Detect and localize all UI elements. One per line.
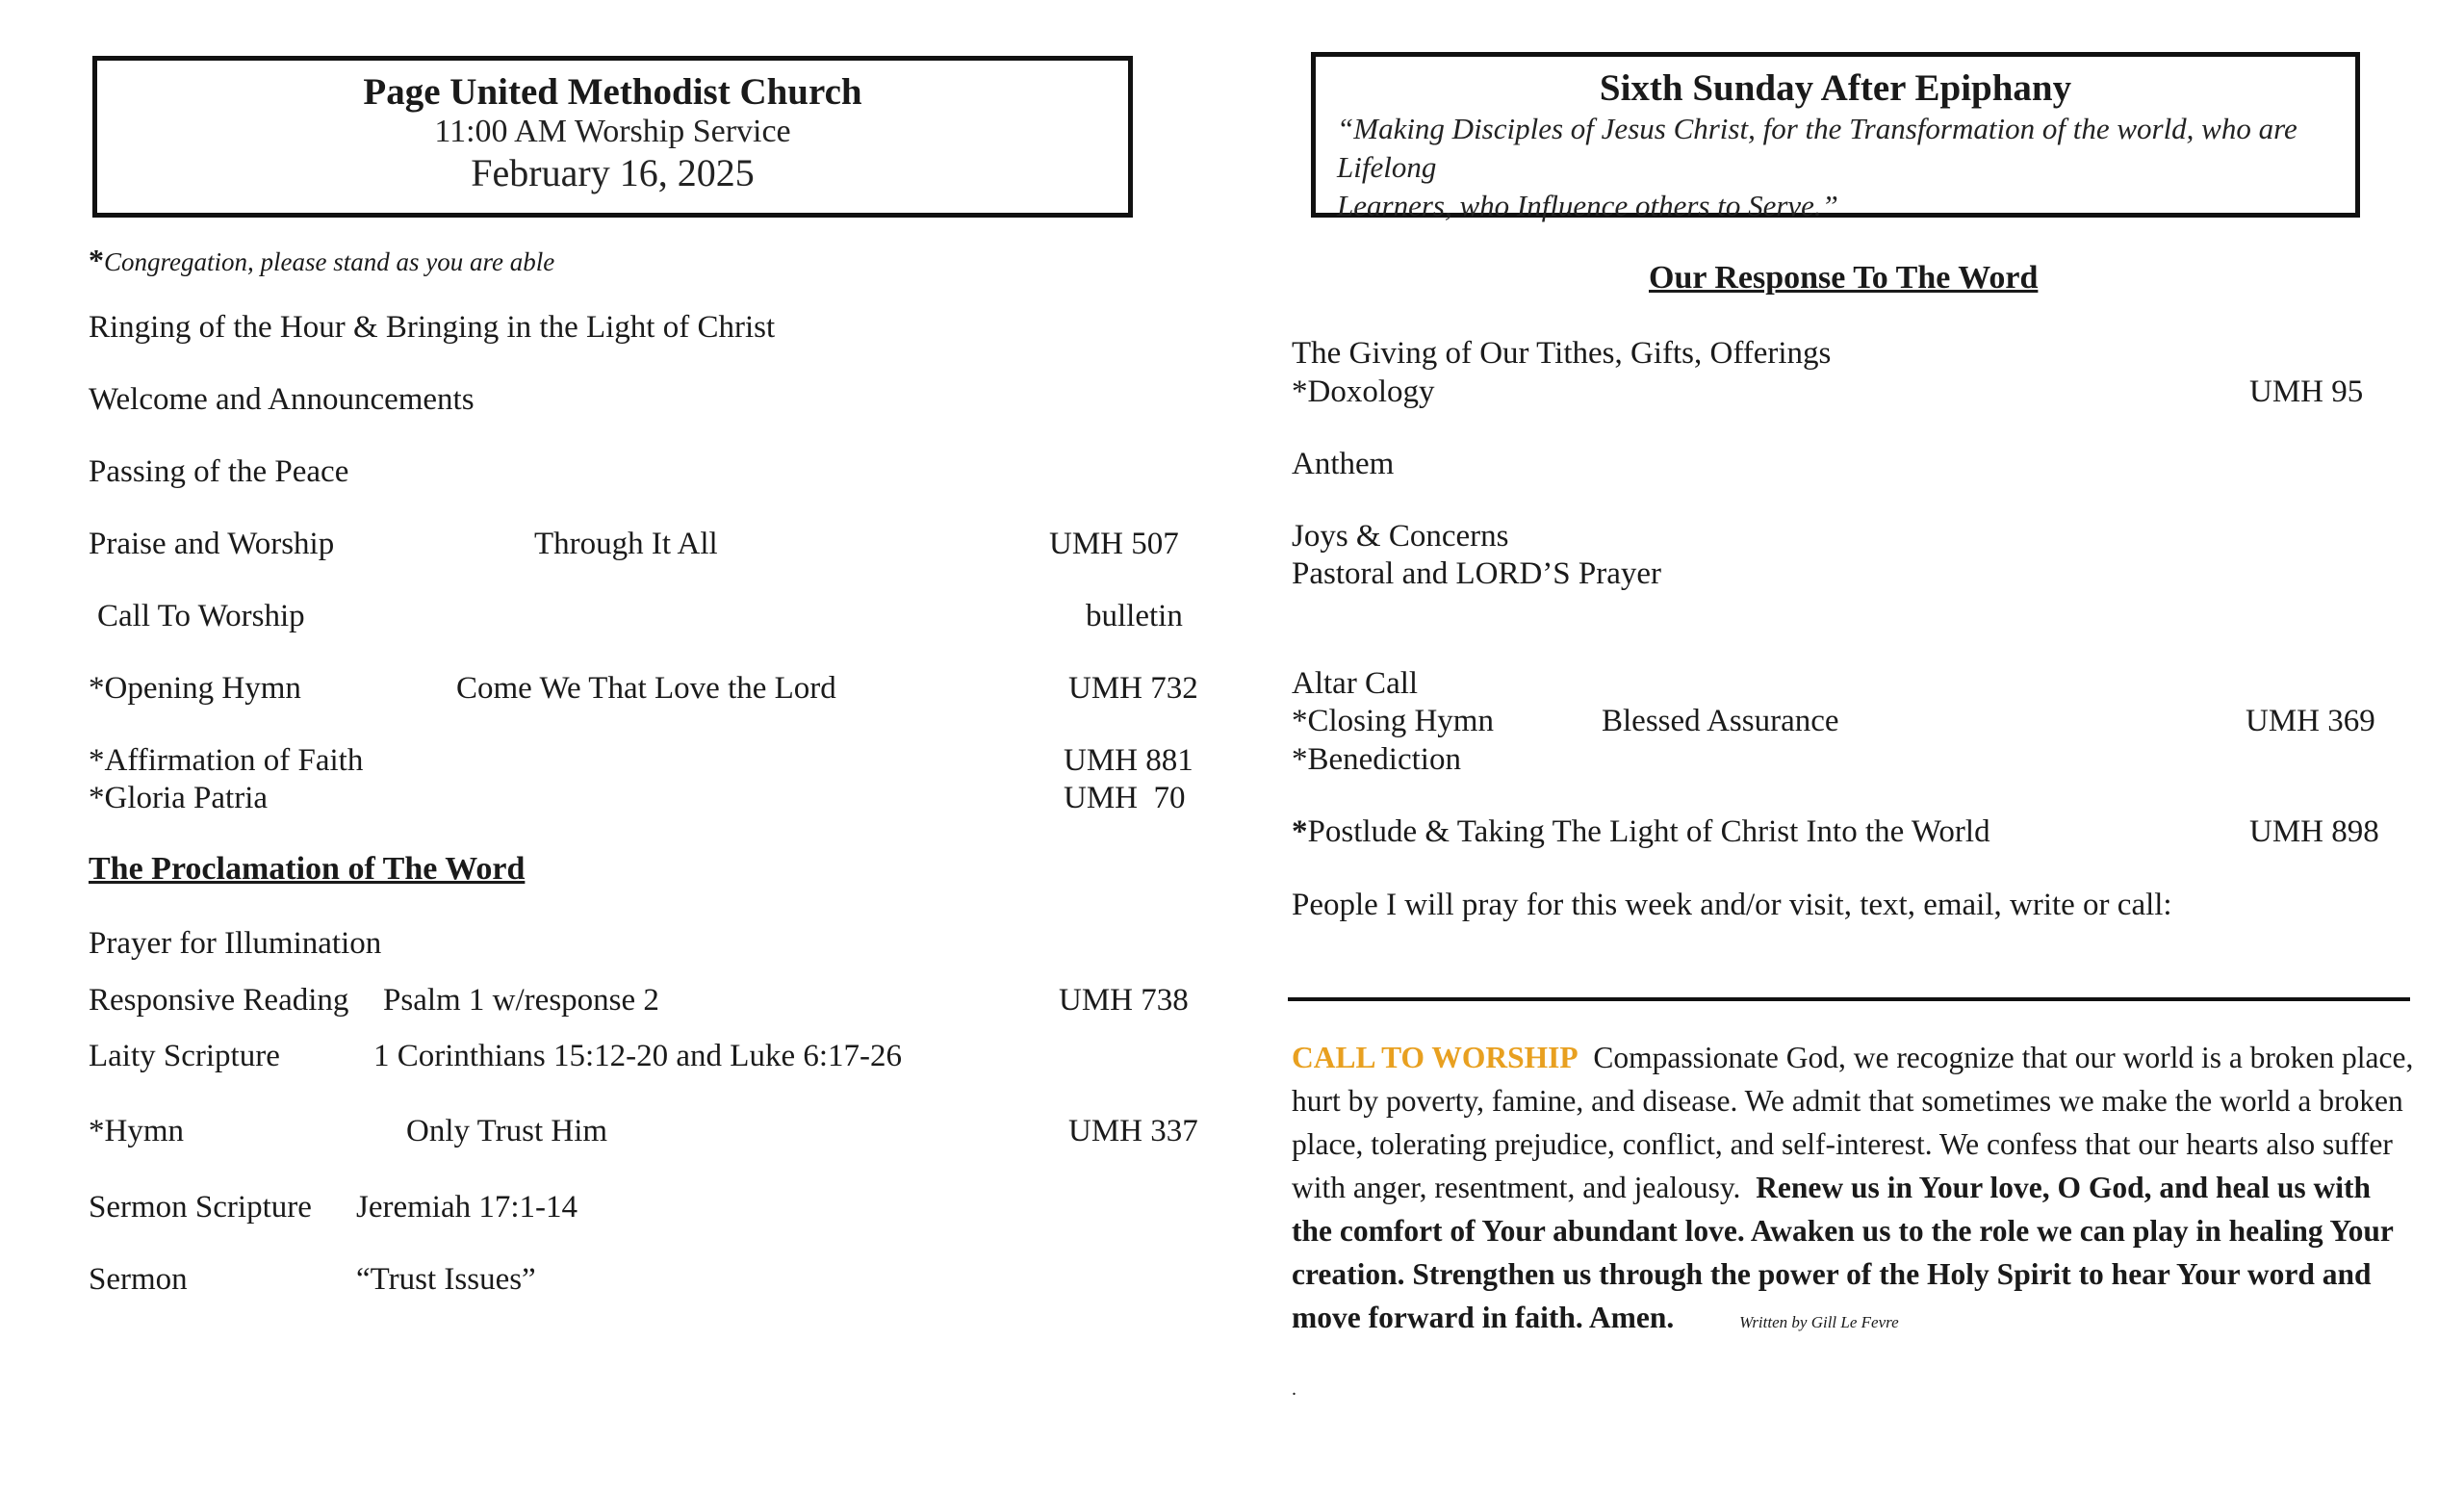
affirmation-ref: UMH 881 — [1064, 743, 1194, 778]
praise-title: Through It All — [534, 527, 718, 561]
congregation-note-text: Congregation, please stand as you are able — [104, 247, 555, 276]
postlude-ref: UMH 898 — [2249, 814, 2379, 849]
pastoral-item: Pastoral and LORD’S Prayer — [1292, 556, 1662, 591]
mission-statement — [1316, 110, 2355, 225]
postlude-item — [1292, 814, 1990, 850]
hymn-ref: UMH 337 — [1068, 1114, 1198, 1148]
sermon-title: “Trust Issues” — [356, 1262, 536, 1297]
responsive-ref: UMH 738 — [1059, 983, 1189, 1018]
peace-item: Passing of the Peace — [89, 454, 349, 489]
giving-item: The Giving of Our Tithes, Gifts, Offerings — [1292, 336, 1832, 371]
mission-line-2: Learners, who Influence others to Serve.” — [1337, 189, 1838, 222]
closing-label: *Closing Hymn — [1292, 704, 1494, 738]
star-marker: * — [1292, 814, 1308, 849]
anthem-item: Anthem — [1292, 447, 1395, 481]
closing-title: Blessed Assurance — [1602, 704, 1839, 738]
laity-title: 1 Corinthians 15:12-20 and Luke 6:17-26 — [373, 1039, 903, 1073]
people-pray-item: People I will pray for this week and/or visit, text, email, write or call: — [1292, 888, 2172, 922]
service-date: February 16, 2025 — [471, 151, 755, 194]
congregation-note — [89, 243, 554, 278]
proclamation-heading: The Proclamation of The Word — [89, 851, 526, 887]
opening-hymn-label: *Opening Hymn — [89, 671, 301, 706]
divider — [1288, 997, 2410, 1001]
praise-ref: UMH 507 — [1049, 527, 1179, 561]
hymn-title: Only Trust Him — [406, 1114, 608, 1148]
affirmation-label: *Affirmation of Faith — [89, 743, 364, 778]
star-marker: * — [89, 243, 104, 277]
doxology-label: *Doxology — [1292, 374, 1435, 409]
gloria-label: *Gloria Patria — [89, 781, 269, 815]
hymn-label: *Hymn — [89, 1114, 184, 1148]
trailing-dot: . — [1292, 1379, 1296, 1400]
sermon-scripture-title: Jeremiah 17:1-14 — [356, 1190, 578, 1225]
responsive-label: Responsive Reading — [89, 983, 349, 1018]
altar-item: Altar Call — [1292, 666, 1419, 701]
doxology-ref: UMH 95 — [2249, 374, 2364, 409]
prayer-illumination-item: Prayer for Illumination — [89, 926, 382, 961]
right-header-box — [1311, 52, 2360, 222]
closing-ref: UMH 369 — [2246, 704, 2375, 738]
sermon-scripture-label: Sermon Scripture — [89, 1190, 312, 1225]
sunday-title: Sixth Sunday After Epiphany — [1599, 67, 2072, 109]
call-to-worship-heading: CALL TO WORSHIP — [1292, 1041, 1578, 1074]
call-label: Call To Worship — [97, 599, 305, 633]
opening-hymn-title: Come We That Love the Lord — [456, 671, 836, 706]
church-name: Page United Methodist Church — [363, 71, 862, 113]
joys-item: Joys & Concerns — [1292, 519, 1509, 554]
call-to-worship-plain: Compassionate God, we recognize that our world is a broken place, hurt by poverty, famine, and disease. We admit that sometimes we make the world a broken place, tolerating prejudice, conflict, and self-interest. We confess that our hearts also suffer with anger, resentment, and jealousy. — [1292, 1041, 2414, 1204]
author-credit: Written by Gill Le Fevre — [1739, 1313, 1899, 1331]
left-header-box — [92, 56, 1133, 218]
call-to-worship-response: Renew us in Your love, O God, and heal us with the comfort of Your abundant love. Awaken us to the role we can play in healing Your creation. Strengthen us through the power of the Holy Spirit to hear Your word and move forward in faith. Amen. — [1292, 1171, 2394, 1334]
benediction-item: *Benediction — [1292, 742, 1461, 777]
welcome-item: Welcome and Announcements — [89, 382, 475, 417]
sermon-label: Sermon — [89, 1262, 188, 1297]
response-heading: Our Response To The Word — [1649, 260, 2039, 296]
call-ref: bulletin — [1086, 599, 1183, 633]
praise-label: Praise and Worship — [89, 527, 335, 561]
ringing-item: Ringing of the Hour & Bringing in the Light of Christ — [89, 310, 776, 345]
mission-line-1: “Making Disciples of Jesus Christ, for the Transformation of the world, who are Lifelong — [1337, 112, 2297, 184]
laity-label: Laity Scripture — [89, 1039, 280, 1073]
opening-hymn-ref: UMH 732 — [1068, 671, 1198, 706]
call-to-worship-text — [1292, 1036, 2418, 1344]
service-time: 11:00 AM Worship Service — [434, 114, 791, 149]
responsive-title: Psalm 1 w/response 2 — [383, 983, 659, 1018]
gloria-ref: UMH 70 — [1064, 781, 1186, 815]
postlude-label: Postlude & Taking The Light of Christ Into the World — [1307, 814, 1990, 849]
